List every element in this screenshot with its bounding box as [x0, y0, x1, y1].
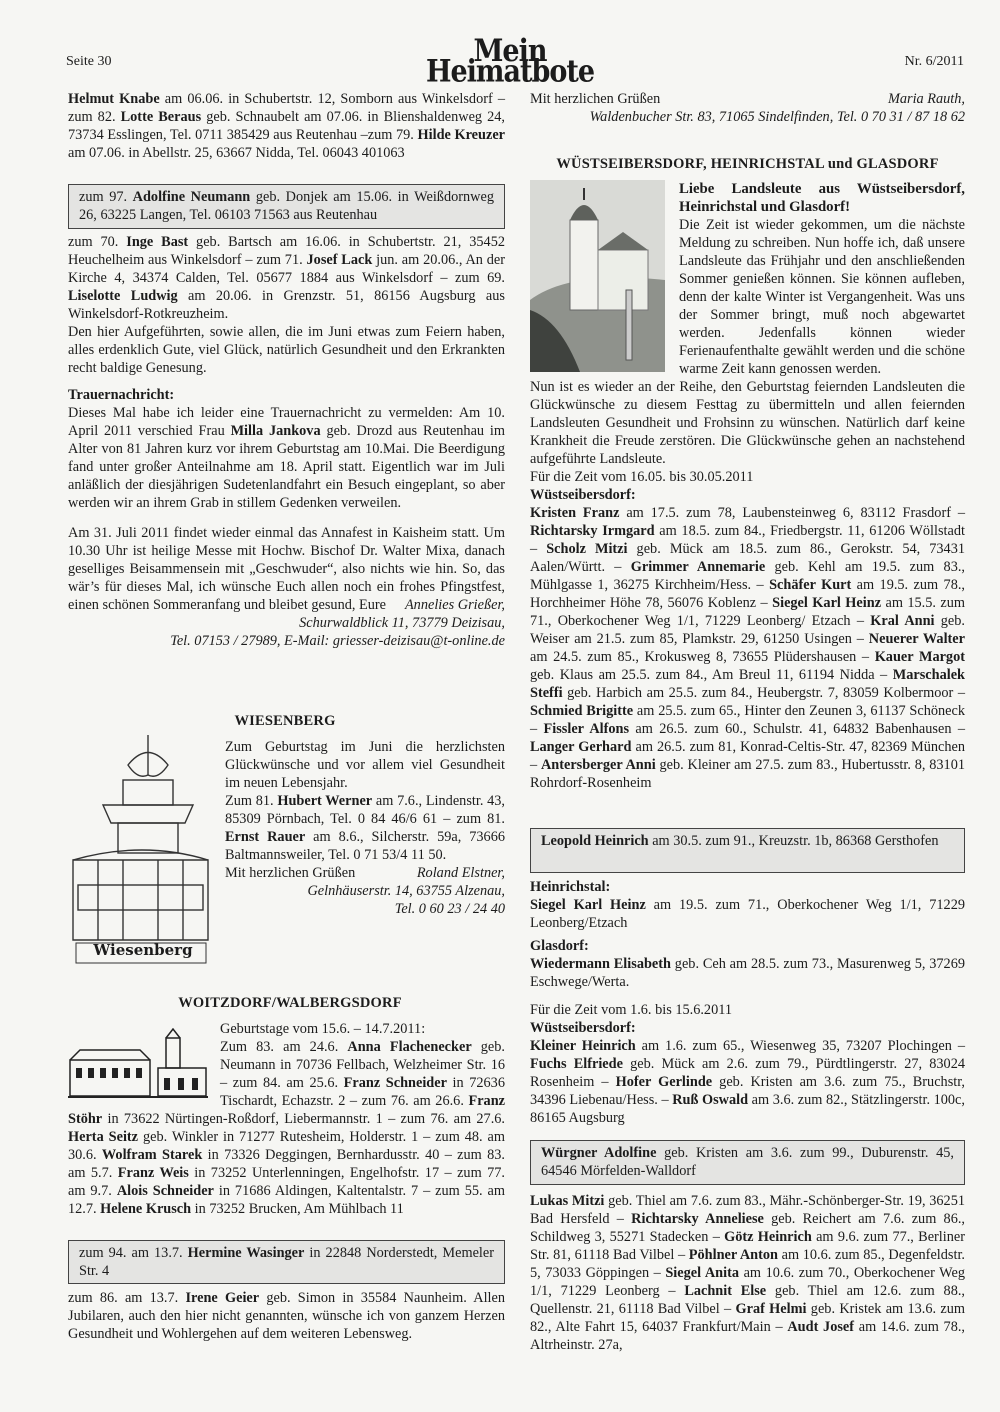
person-name: Siegel Karl Heinz [530, 897, 646, 913]
intro-salutation: Liebe Landsleute aus Wüstseibersdorf, Heinrichstal und Glasdorf! [679, 181, 965, 215]
signature-address: Waldenbucher Str. 83, 71065 Sindelfinden, Tel. 0 70 31 / 87 18 62 [589, 109, 965, 125]
section-wuestseibersdorf [530, 180, 965, 792]
text-run: am 07.06. in Abellstr. 25, 63667 Nidda, Tel. 06043 401063 [68, 145, 405, 161]
period-label: Für die Zeit vom 16.05. bis 30.05.2011 [530, 469, 754, 485]
person-name: Inge Bast [126, 234, 189, 250]
person-name: Josef Lack [306, 252, 373, 268]
highlight-box [68, 1240, 505, 1284]
text-run: Zum 81. [225, 793, 278, 809]
person-name: Schäfer Kurt [769, 577, 852, 593]
person-name: Leopold Heinrich [541, 833, 649, 849]
person-name: Hermine Wasinger [187, 1245, 305, 1261]
text-run: am 9.6. zum 77., Berliner Str. 81, 61118 Bad Vilbel – [530, 1229, 966, 1263]
wiesenberg-fountain-image [68, 735, 213, 967]
text-run: am 14.6. zum 78., Altrheinstr. 27a, [530, 1319, 966, 1353]
text-run: geb. Kristen am 3.6. zum 99., Duburenstr. 45, 64546 Mörfelden-Walldorf [541, 1145, 954, 1179]
text-run: am 15.5. zum 71., Oberkochener Weg 1/1, 71229 Leonberg/ Etzach – [530, 595, 965, 629]
text-run: geb. Neumann in 70736 Fellbach, Welzheimer Str. 16 – zum 84. am 25.6. [220, 1039, 506, 1091]
person-name: Langer Gerhard [530, 739, 632, 755]
highlight-box [530, 828, 965, 873]
village-buildings-image [68, 1028, 208, 1100]
subheading-wuestseibersdorf: Wüstseibersdorf: [530, 487, 636, 503]
page-number: Seite 30 [66, 54, 112, 69]
person-name: Grimmer Annemarie [630, 559, 766, 575]
birthday-list [530, 955, 965, 991]
greeting-paragraph [68, 323, 505, 377]
text-run: geb. Kehl am 19.5. zum 83., Mühlgasse 1, 36275 Kirchheim/Hess. – [530, 559, 966, 593]
signature-address: Gelnhäuserstr. 14, 63755 Alzenau, [307, 883, 505, 899]
text-run: am 20.06. in Grenzstr. 51, 86156 Augsburg aus Winkelsdorf-Rotkreuzheim. [68, 288, 505, 322]
person-name: Würgner Adolfine [541, 1145, 657, 1161]
person-name: Franz Stöhr [68, 1093, 505, 1127]
wiesenberg-intro [225, 738, 505, 792]
greeting: Mit herzlichen Grüßen [225, 865, 356, 881]
person-name: Kristen Franz [530, 505, 620, 521]
subheading-wuestseibersdorf: Wüstseibersdorf: [530, 1020, 636, 1036]
signature-name: Roland Elstner, [416, 865, 505, 881]
text-run: geb. Thiel am 7.6. zum 83., Mähr.-Schönberger-Str. 19, 36251 Bad Hersfeld – [530, 1193, 965, 1227]
trauer-heading: Trauernachricht: [68, 387, 175, 403]
text-run: geb. Klaus am 25.5. zum 84., Am Breul 11, 61194 Nidda – [530, 667, 893, 683]
signature-address: Schurwaldblick 11, 73779 Deizisau, [299, 615, 505, 631]
person-name: Lukas Mitzi [530, 1193, 605, 1209]
person-name: Liselotte Ludwig [68, 288, 178, 304]
text-run: am 18.5. zum 84., Friedbergstr. 11, 61206 Wöllstadt – [530, 523, 965, 557]
previous-signature [530, 90, 965, 126]
person-name: Graf Helmi [735, 1301, 807, 1317]
person-name: Franz Schneider [343, 1075, 447, 1091]
person-name: Wolfram Starek [101, 1147, 203, 1163]
text-run: geb. Kristen am 3.6. zum 75., Bruchstr, 34396 Liebenau/Hess. – [530, 1074, 965, 1108]
person-name: Schmied Brigitte [530, 703, 634, 719]
person-name: Kleiner Heinrich [530, 1038, 636, 1054]
text-run: geb. Kristek am 13.6. zum 82., Alte Fahrt 15, 64037 Frankfurt/Main – [530, 1301, 965, 1335]
person-name: Pöhlner Anton [688, 1247, 778, 1263]
issue-number: Nr. 6/2011 [904, 54, 964, 69]
person-name: Anna Flachenecker [347, 1039, 472, 1055]
person-name: Marschalek Steffi [530, 667, 965, 701]
person-name: Siegel Anita [665, 1265, 740, 1281]
text-run: Nun ist es wieder an der Reihe, den Geburtstag feiernden Landsleuten die Glückwünsche zu diesem Festtag zu übermitteln und allen feiernden Landsleuten Gesundheit und Frohsinn zu wünschen. Natürlich darf keine Krankheit die Freude zerstören. Die Glückwünsche gehen an nachstehend aufgeführte Landsleute. [530, 379, 965, 467]
section-heinrichstal-glasdorf [530, 878, 965, 1127]
annafest-paragraph [68, 524, 505, 614]
text-run: am 8.6., Silcherstr. 59a, 73666 Baltmannsweiler, Tel. 0 71 53/4 11 50. [225, 829, 505, 863]
person-name: Herta Seitz [68, 1129, 139, 1145]
text-run: jun. am 20.06., An der Kirche 4, 34374 Calden, Tel. 05677 1884 aus Winkelsdorf – zum 69. [68, 252, 505, 286]
text-run: zum 94. am 13.7. [79, 1245, 188, 1261]
person-name: Ernst Rauer [225, 829, 306, 845]
person-name: Fuchs Elfriede [530, 1056, 623, 1072]
text-run: Dieses Mal habe ich leider eine Trauernachricht zu vermelden: Am 10. April 2011 verschied Frau [68, 405, 505, 439]
person-name: Richtarsky Irmgard [530, 523, 655, 539]
text-run: geb. Donjek am 15.06. in Weißdornweg 26, 63225 Langen, Tel. 06103 71563 aus Reutenhau [79, 189, 494, 223]
person-name: Hilde Kreuzer [417, 127, 506, 143]
text-run: in 73252 Unterlenningen, Engelhofstr. 17 – zum 77. am 9.7. [68, 1165, 505, 1199]
signature-contact: Tel. 07153 / 27989, E-Mail: griesser-deizisau@t-online.de [170, 633, 505, 649]
fountain-illustration [68, 735, 213, 967]
text-run: geb. Schnaubelt am 07.06. in Blienshaldenweg 24, 73734 Esslingen, Tel. 0711 385429 aus Reutenhau –zum 79. [68, 109, 505, 143]
text-run: am 10.6. zum 85., Degenfeldstr. 5, 73033 Göppingen – [530, 1247, 965, 1281]
text-run: am 10.6. zum 70., Oberkochener Weg 1/1, 71229 Leonberg – [530, 1265, 965, 1299]
text-run: geb. Reichert am 7.6. zum 86., Schildweg 3, 55271 Stadecken – [530, 1211, 966, 1245]
birthday-list [530, 1192, 965, 1354]
person-name: Audt Josef [787, 1319, 855, 1335]
person-name: Kral Anni [870, 613, 935, 629]
person-name: Adolfine Neumann [132, 189, 251, 205]
text-run: am 24.5. zum 85., Krokusweg 8, 73655 Plüdershausen – [530, 649, 875, 665]
text-run: zum 97. [79, 189, 133, 205]
person-name: Richtarsky Anneliese [631, 1211, 764, 1227]
wiesenberg-birthdays [225, 792, 505, 864]
text-run: geb. Mück am 18.5. zum 86., Gerokstr. 54, 73431 Aalen/Württ. – [530, 541, 965, 575]
section-wiesenberg [225, 738, 505, 918]
text-run: geb. Thiel am 12.6. zum 88., Quellenstr. 21, 61118 Bad Vilbel – [530, 1283, 965, 1317]
trauer-paragraph [68, 404, 505, 512]
text-run: geb. Winkler in 71277 Rutesheim, Holderstr. 1 – zum 48. am 30.6. [68, 1129, 506, 1163]
person-name: Siegel Karl Heinz [772, 595, 882, 611]
person-name: Ruß Oswald [672, 1092, 749, 1108]
period-label: Für die Zeit vom 1.6. bis 15.6.2011 [530, 1002, 732, 1018]
person-name: Wiedermann Elisabeth [530, 956, 671, 972]
signature-name: Maria Rauth, [887, 91, 965, 107]
text-run: zum 70. [68, 234, 127, 250]
section-birthdays-cont [68, 233, 505, 650]
buildings-illustration [68, 1028, 208, 1098]
section-heading-wiesenberg: WIESENBERG [234, 713, 336, 729]
person-name: Götz Heinrich [724, 1229, 812, 1245]
text-run: in 72636 Tischardt, Echazstr. 2 – zum 76. am 26.6. [220, 1075, 505, 1109]
birthday-list [530, 504, 965, 792]
church-illustration [530, 180, 665, 372]
text-run: am 17.5. zum 78, Laubensteinweg 6, 83112 Frasdorf – [619, 505, 965, 521]
signature-name: Annelies Grießer, [404, 597, 505, 613]
text-run: in 73252 Brucken, Am Mühlbach 11 [191, 1201, 404, 1217]
text-run: am 26.5. zum 81, Konrad-Celtis-Str. 47, 82369 München – [530, 739, 966, 773]
person-name: Irene Geier [185, 1290, 260, 1306]
text-run: Am 31. Juli 2011 findet wieder einmal das Annafest in Kaisheim statt. Um 10.30 Uhr ist heilige Messe mit Hochw. Bischof Dr. Walter Mixa, danach geselliges Beisammensein mit „Geschwuder“, also nichts wie hin. So, das wär’s für dieses Mal, ich wünsche Euch allen noch ein frohes Pfingstfest, einen schönen Sommeranfang und bleibet gesund, Eure [68, 525, 505, 613]
text-run: Zum 83. am 24.6. [220, 1039, 348, 1055]
person-name: Hofer Gerlinde [615, 1074, 713, 1090]
person-name: Lachnit Else [684, 1283, 767, 1299]
text-run: am 19.5. zum 78., Horchheimer Höhe 78, 56076 Koblenz – [530, 577, 966, 611]
signature-tel: Tel. 0 60 23 / 24 40 [394, 901, 505, 917]
birthday-list [530, 896, 965, 932]
highlight-box [68, 184, 505, 229]
text-run: geb. Weiser am 21.5. zum 85, Plamkstr. 29, 61250 Usingen – [530, 613, 965, 647]
text-run: geb. Ceh am 28.5. zum 73., Masurenweg 5, 37269 Eschwege/Werta. [530, 956, 965, 990]
text-run: am 06.06. in Schubertstr. 12, Somborn aus Winkelsdorf – zum 82. [68, 91, 505, 125]
text-run: am 1.6. zum 65., Wiesenweg 35, 73207 Plochingen – [635, 1038, 966, 1054]
wishes-paragraph [530, 378, 965, 468]
text-run: zum 86. am 13.7. [68, 1290, 186, 1306]
text-run: am 26.5. zum 60., Schulstr. 41, 64832 Babenhausen – [629, 721, 965, 737]
text-run: geb. Kleiner am 27.5. zum 83., Hubertusstr. 8, 83101 Rohrdorf-Rosenheim [530, 757, 965, 791]
person-name: Kauer Margot [874, 649, 965, 665]
person-name: Helene Krusch [100, 1201, 192, 1217]
woitzdorf-closing [68, 1289, 505, 1343]
person-name: Fissler Alfons [543, 721, 630, 737]
text-run: Den hier Aufgeführten, sowie allen, die im Juni etwas zum Feiern haben, alles erdenklich Gute, viel Glück, natürlich Gesundheit und den Erkrankten recht baldige Genesung. [68, 324, 505, 376]
text-run: am 30.5. zum 91., Kreuzstr. 1b, 86368 Gersthofen [648, 833, 939, 849]
person-name: Neuerer Walter [868, 631, 965, 647]
person-name: Lotte Beraus [120, 109, 202, 125]
person-name: Alois Schneider [116, 1183, 214, 1199]
church-photo [530, 180, 665, 372]
text-run: am 19.5. zum 71., Oberkochener Weg 1/1, 71229 Leonberg/Etzach [530, 897, 965, 931]
wiesenberg-caption: Wiesenberg [93, 941, 193, 959]
person-name: Scholz Mitzi [546, 541, 628, 557]
text-run: geb. Bartsch am 16.06. in Schubertstr. 21, 35452 Heuchelheim aus Winkelsdorf – zum 71. [68, 234, 505, 268]
text-run: geb. Simon in 35584 Naunheim. Allen Jubilaren, auch den hier nicht genannten, wünsche ich von ganzem Herzen Gesundheit und Wohlergehen auf dem weiteren Lebensweg. [68, 1290, 506, 1342]
person-name: Franz Weis [117, 1165, 189, 1181]
section-woitzdorf [68, 1020, 505, 1218]
text-run: Geburtstage vom 15.6. – 14.7.2011: [220, 1021, 426, 1037]
text-run: in 71686 Aldingen, Kaltentalstr. 7 – zum 55. am 12.7. [68, 1183, 506, 1217]
subheading-glasdorf: Glasdorf: [530, 938, 589, 954]
highlight-box [530, 1140, 965, 1185]
person-name: Milla Jankova [230, 423, 321, 439]
subheading-heinrichstal: Heinrichstal: [530, 879, 611, 895]
text-run: am 25.5. zum 65., Hinter den Zeunen 3, 61137 Schöneck – [530, 703, 965, 737]
birthday-list [530, 1037, 965, 1127]
text-run: in 73326 Deggingen, Bernhardusstr. 40 – zum 83. am 5.7. [68, 1147, 505, 1181]
birthday-paragraph [68, 90, 505, 162]
person-name: Hubert Werner [277, 793, 373, 809]
text-run: Zum Geburtstag im Juni die herzlichsten Glückwünsche und vor allem viel Gesundheit im neuen Lebensjahr. [225, 739, 505, 791]
text-run: in 22848 Norderstedt, Memeler Str. 4 [79, 1245, 495, 1279]
text-run: am 7.6., Lindenstr. 43, 85309 Pörnbach, Tel. 0 84 46/6 61 – zum 81. [225, 793, 505, 827]
text-run: am 3.6. zum 82., Stätzlingerstr. 100c, 86165 Augsburg [530, 1092, 965, 1126]
text-run: geb. Drozd aus Reutenhau im Alter von 81 Jahren kurz vor ihrem Geburtstag am 10.Mai. Die Beerdigung fand unter großer Anteilnahme am 18. April statt. Eigentlich war im Juli anläßlich der diesjährigen Sudetenlandfahrt ein Besuch eingeplant, so aber werden wir an ihrem Grab in stillem Gedenken verweilen. [68, 423, 506, 511]
text-run: in 73622 Nürtingen-Roßdorf, Liebermannstr. 1 – zum 76. am 27.6. [102, 1111, 505, 1127]
birthday-paragraph [68, 233, 505, 323]
masthead-logo: Mein Heimatbote [425, 33, 595, 90]
text-run: Die Zeit ist wieder gekommen, um die nächste Meldung zu schreiben. Nun hoffe ich, daß unsere Landsleute das Frühjahr und den anschließenden Sommer genießen können. Sie können aufleben, denn der kalte Winter ist Vergangenheit. Was uns der Sommer bringt, muß noch abgewartet werden. Jedenfalls können wieder Ferienaufenthalte gewählt werden und die schöne warme Zeit kann genossen werden. [679, 217, 965, 377]
greeting: Mit herzlichen Grüßen [530, 91, 661, 107]
person-name: Helmut Knabe [68, 91, 160, 107]
text-run: geb. Harbich am 25.5. zum 84., Heubergstr. 7, 83059 Kolbermoor – [562, 685, 965, 701]
person-name: Antersberger Anni [540, 757, 656, 773]
text-run: geb. Mück am 2.6. zum 79., Pürdtlingerstr. 27, 83024 Rosenheim – [530, 1056, 965, 1090]
section-heading-wuestseibersdorf: WÜSTSEIBERSDORF, HEINRICHSTAL und GLASDORF [556, 156, 939, 172]
section-heading-woitzdorf: WOITZDORF/WALBERGSDORF [178, 995, 402, 1011]
